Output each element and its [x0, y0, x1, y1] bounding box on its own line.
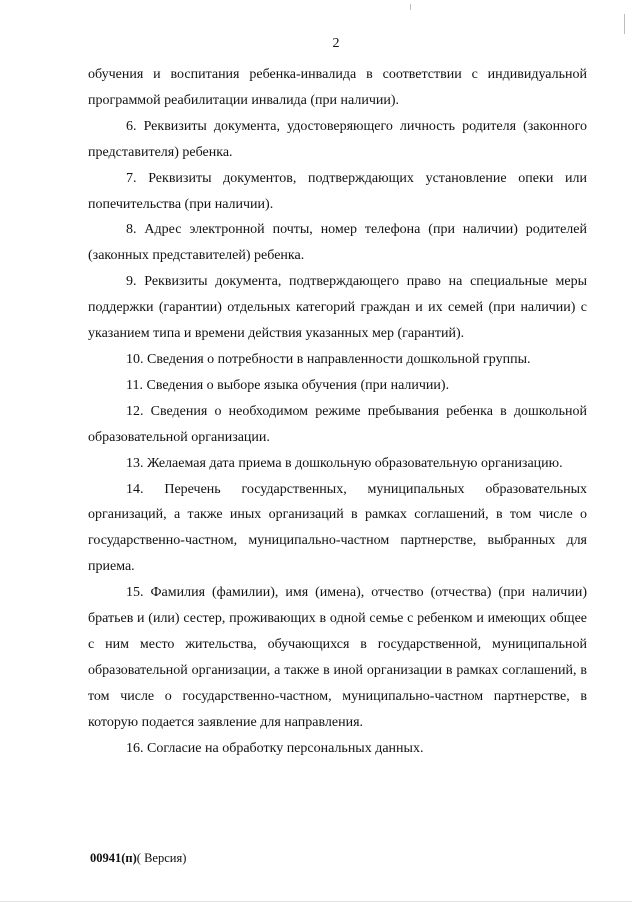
paragraph-item-15: 15. Фамилия (фамилии), имя (имена), отчество (отчества) (при наличии) братьев и (или) сестер, проживающих в одной семье с ребенком и имеющих общее с ним место жительства, обучающихся в государственной, муниципальной образовательной организации, а также в иной организации в рамках соглашений, в том числе о государственно-частном, муниципально-частном партнерстве, в которую подается заявление для направления. [88, 585, 587, 730]
paragraph-item-6: 6. Реквизиты документа, удостоверяющего личность родителя (законного представителя) ребенка. [88, 118, 587, 160]
paragraph-item-13: 13. Желаемая дата приема в дошкольную образовательную организацию. [126, 455, 563, 471]
paragraph-item-10: 10. Сведения о потребности в направленности дошкольной группы. [126, 351, 531, 367]
document-code: 00941(п) [90, 851, 137, 865]
document-footer-code [90, 851, 186, 866]
paragraph-item-7: 7. Реквизиты документов, подтверждающих установление опеки или попечительства (при наличии). [88, 170, 587, 212]
document-body [88, 62, 587, 761]
paragraph-item-12: 12. Сведения о необходимом режиме пребывания ребенка в дошкольной образовательной организации. [88, 403, 587, 445]
paragraph-item-8: 8. Адрес электронной почты, номер телефона (при наличии) родителей (законных представителей) ребенка. [88, 222, 587, 264]
scan-artifact-bottom [0, 901, 632, 902]
paragraph-item-14: 14. Перечень государственных, муниципальных образовательных организаций, а также иных организаций в рамках соглашений, в том числе о государственно-частном, муниципально-частном партнерстве, выбранных для приема. [88, 481, 587, 575]
paragraph-item-9: 9. Реквизиты документа, подтверждающего право на специальные меры поддержки (гарантии) отдельных категорий граждан и их семей (при наличии) с указанием типа и времени действия указанных мер (гарантий). [88, 274, 587, 342]
scan-artifact-top [410, 4, 411, 10]
scan-artifact-right [624, 14, 625, 34]
paragraph-item-16: 16. Согласие на обработку персональных данных. [126, 740, 424, 756]
page-number: 2 [332, 36, 340, 51]
paragraph-item-11: 11. Сведения о выборе языка обучения (при наличии). [126, 377, 450, 393]
document-version: ( Версия) [136, 851, 187, 865]
paragraph-continuation: обучения и воспитания ребенка-инвалида в соответствии с индивидуальной программой реабилитации инвалида (при наличии). [88, 67, 587, 108]
